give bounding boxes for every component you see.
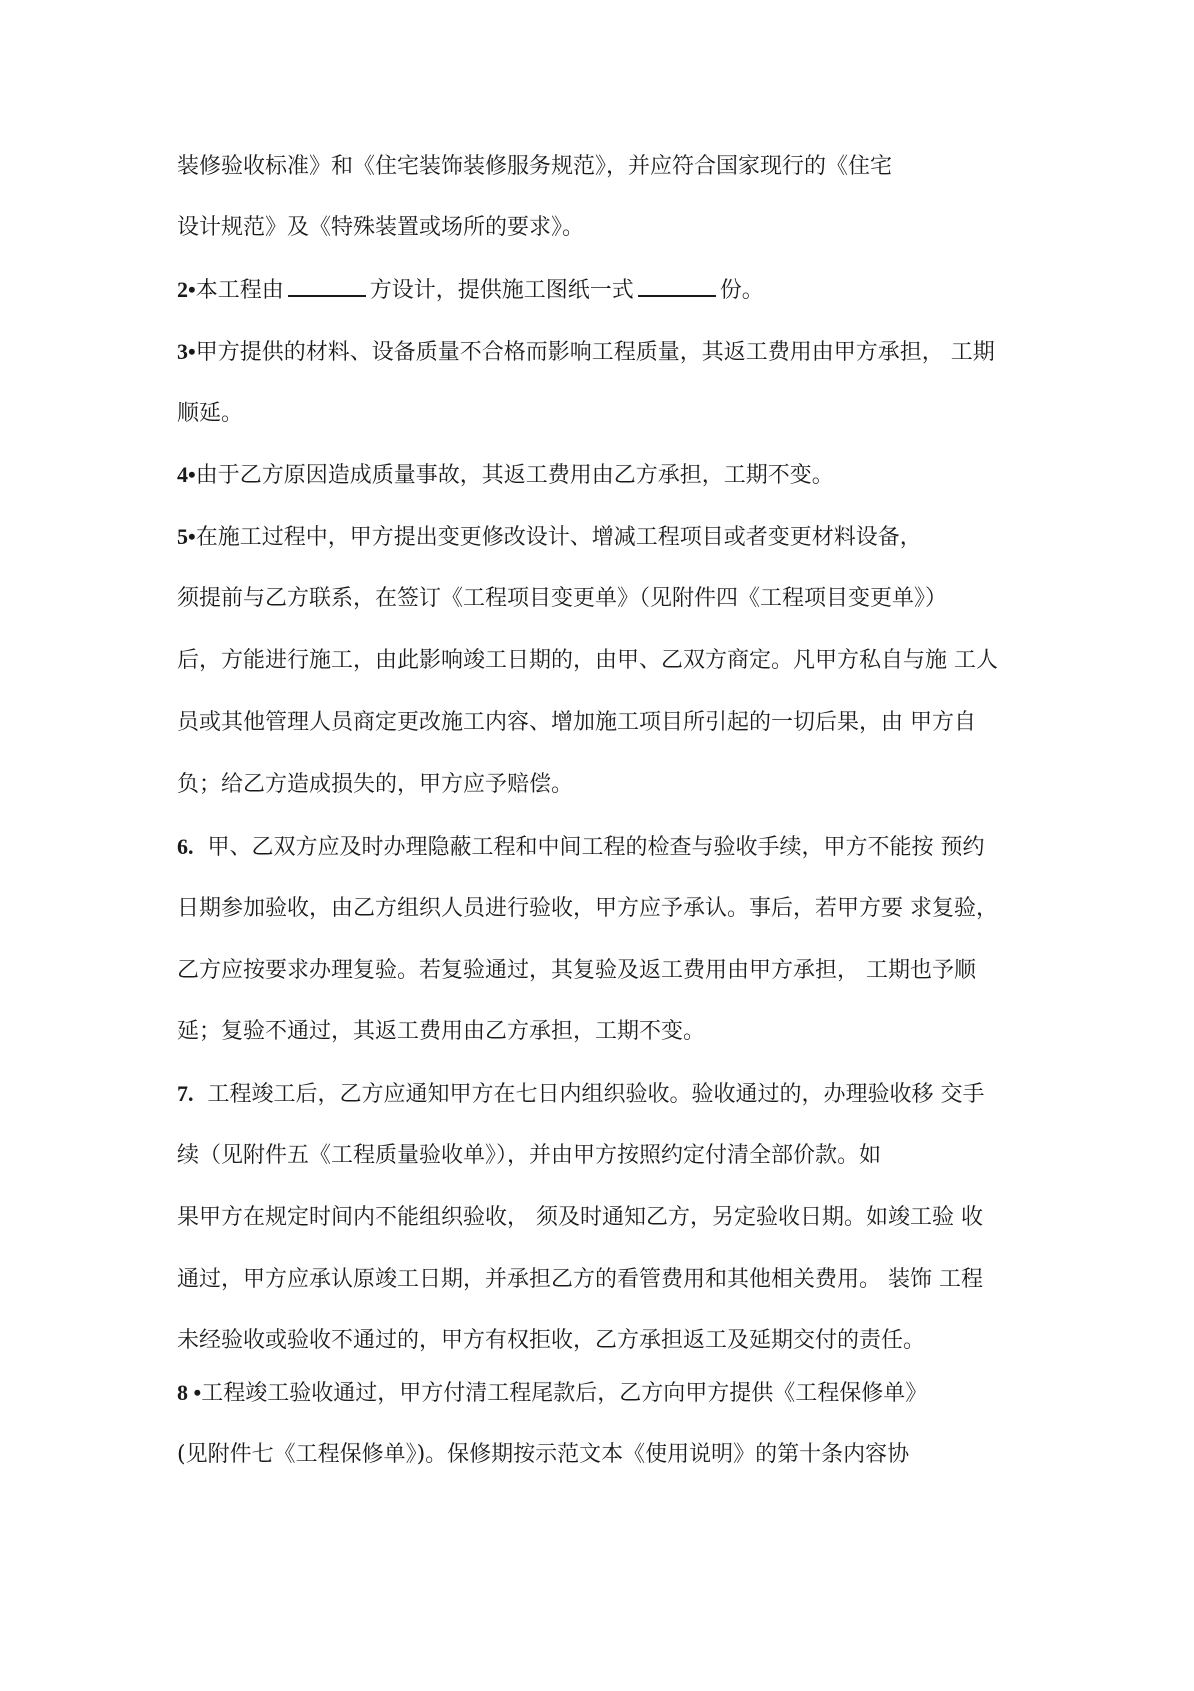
clause-number: 2• <box>177 277 196 302</box>
line-text: 由于乙方原因造成质量事故，其返工费用由乙方承担，工期不变。 <box>195 463 834 488</box>
text-line <box>177 708 1047 738</box>
text-line <box>177 213 1047 243</box>
line-text: 延；复验不通过，其返工费用由乙方承担，工期不变。 <box>177 1019 706 1044</box>
line-text: 果甲方在规定时间内不能组织验收， 须及时通知乙方，另定验收日期。如竣工验 收 <box>177 1205 983 1230</box>
text-line <box>177 1017 1047 1047</box>
clause-number: 4• <box>177 462 196 487</box>
clause-number: 8 • <box>177 1380 202 1405</box>
line-text: 日期参加验收，由乙方组织人员进行验收，甲方应予承认。事后，若甲方要 求复验， <box>177 896 998 921</box>
text-line <box>177 1440 1047 1470</box>
line-text: 甲、乙双方应及时办理隐蔽工程和中间工程的检查与验收手续，甲方不能按 预约 <box>207 835 985 860</box>
text-line <box>177 1326 1047 1356</box>
clause-7 <box>177 1079 1047 1110</box>
line-text: (见附件七《工程保修单》)。保修期按示范文本《使用说明》的第十条内容协 <box>177 1442 910 1467</box>
line-text: 装修验收标准》和《住宅装饰装修服务规范》，并应符合国家现行的《住宅 <box>177 154 893 179</box>
text-line <box>177 584 1047 614</box>
clause-number: 5• <box>177 524 196 549</box>
clause-number: 3• <box>177 339 196 364</box>
text-line <box>177 894 1047 924</box>
line-text: 方设计，提供施工图纸一式 <box>369 278 634 303</box>
text-line <box>177 1265 1047 1295</box>
line-text: 份。 <box>719 278 764 303</box>
line-text: 后，方能进行施工，由此影响竣工日期的，由甲、乙双方商定。凡甲方私自与施 工人 <box>177 648 998 673</box>
line-text: 负；给乙方造成损失的，甲方应予赔偿。 <box>177 772 574 797</box>
line-text: 须提前与乙方联系，在签订《工程项目变更单》（见附件四《工程项目变更单》） <box>177 586 948 611</box>
text-line <box>177 770 1047 800</box>
fill-in-blank <box>638 277 716 297</box>
text-line <box>177 1203 1047 1233</box>
line-text: 本工程由 <box>195 278 284 303</box>
line-text: 乙方应按要求办理复验。若复验通过，其复验及返工费用由甲方承担， 工期也予顺 <box>177 958 976 983</box>
clause-number: 7. <box>177 1081 194 1106</box>
line-text: 在施工过程中，甲方提出变更修改设计、增减工程项目或者变更材料设备， <box>195 525 922 550</box>
line-text: 甲方提供的材料、设备质量不合格而影响工程质量，其返工费用由甲方承担， 工期 <box>195 340 995 365</box>
line-text: 设计规范》及《特殊装置或场所的要求》。 <box>177 215 585 240</box>
clause-4 <box>177 460 1047 491</box>
line-text: 顺延。 <box>177 401 244 426</box>
text-line <box>177 956 1047 986</box>
line-text: 未经验收或验收不通过的，甲方有权拒收，乙方承担返工及延期交付的责任。 <box>177 1328 926 1353</box>
clause-5 <box>177 522 1047 553</box>
text-line <box>177 1141 1047 1171</box>
clause-3 <box>177 337 1047 368</box>
line-text: 续（见附件五《工程质量验收单》），并由甲方按照约定付清全部价款。如 <box>177 1143 882 1168</box>
text-line <box>177 152 1047 182</box>
line-text: 工程竣工后，乙方应通知甲方在七日内组织验收。验收通过的，办理验收移 交手 <box>207 1082 985 1107</box>
text-line <box>177 646 1047 676</box>
line-text: 工程竣工验收通过，甲方付清工程尾款后，乙方向甲方提供《工程保修单》 <box>201 1381 928 1406</box>
clause-6 <box>177 832 1047 863</box>
text-line <box>177 399 1047 429</box>
clause-2 <box>177 275 1047 306</box>
clause-number: 6. <box>177 834 194 859</box>
clause-8 <box>177 1378 1047 1409</box>
fill-in-blank <box>288 277 366 297</box>
line-text: 通过，甲方应承认原竣工日期，并承担乙方的看管费用和其他相关费用。 装饰 工程 <box>177 1267 983 1292</box>
line-text: 员或其他管理人员商定更改施工内容、增加施工项目所引起的一切后果，由 甲方自 <box>177 710 976 735</box>
